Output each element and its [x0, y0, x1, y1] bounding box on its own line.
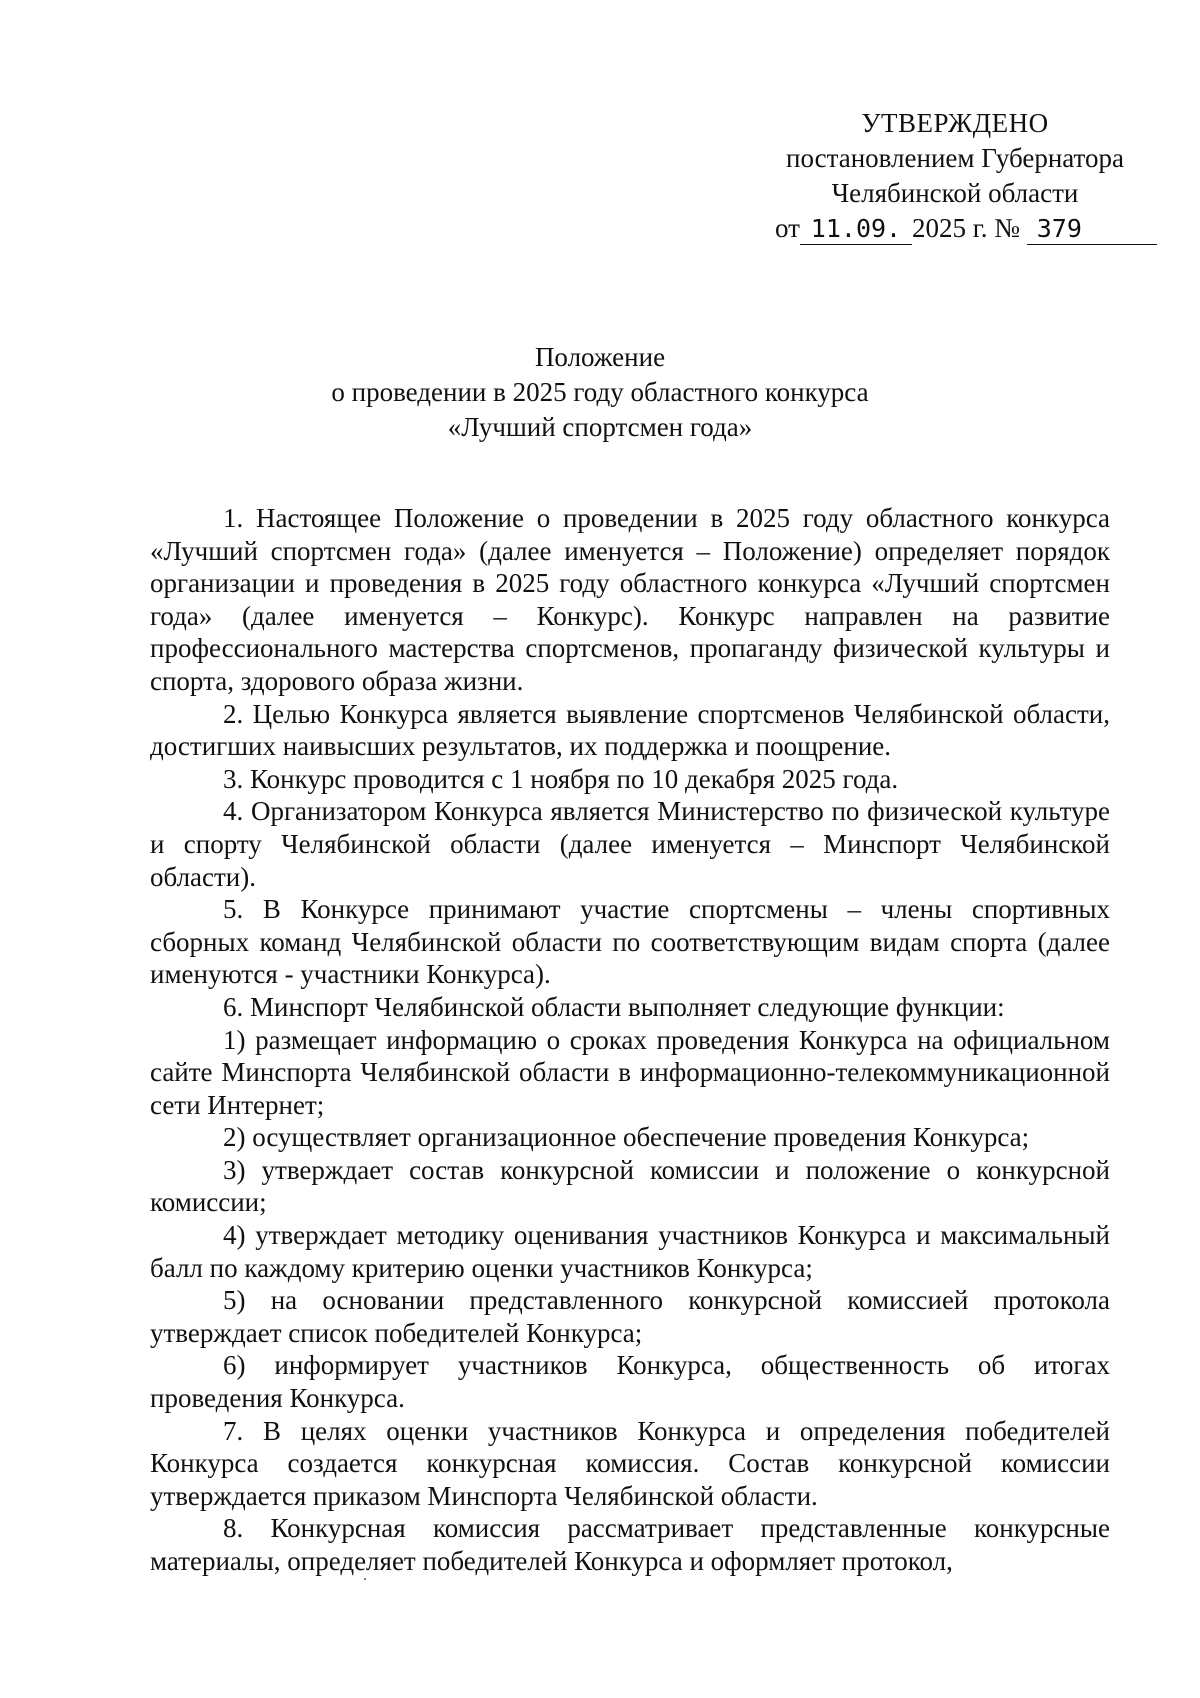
paragraph-1: 1. Настоящее Положение о проведении в 2025 году областного конкурса «Лучший спортсмен года» (далее именуется – Положение) определяет порядок организации и проведения в 2025 году областного конкурса «Лучший спортсмен года» (далее именуется – Конкурс). Конкурс направлен на развитие профессионального мастерства спортсменов, пропаганду физической культуры и спорта, здорового образа жизни. — [150, 503, 1110, 696]
subitem-6-2: 2) осуществляет организационное обеспечение проведения Конкурса; — [223, 1122, 1030, 1153]
document-body — [150, 502, 1110, 1578]
title-line-1: Положение — [534, 342, 666, 372]
subitem-6-3: 3) утверждает состав конкурсной комиссии и положение о конкурсной комиссии; — [150, 1154, 1110, 1218]
title-line-3: «Лучший спортсмен года» — [447, 412, 753, 442]
subitem-6-4: 4) утверждает методику оценивания участников Конкурса и максимальный балл по каждому критерию оценки участников Конкурса; — [150, 1220, 1110, 1283]
approval-heading: УТВЕРЖДЕНО — [861, 108, 1049, 138]
approval-line-2: Челябинской области — [831, 178, 1079, 208]
paragraph-5: 5. В Конкурсе принимают участие спортсмены – члены спортивных сборных команд Челябинской области по соответствующим видам спорта (далее именуются - участники Конкурса). — [150, 894, 1110, 990]
date-prefix: от — [775, 213, 800, 243]
date-value: 11.09. — [800, 214, 912, 245]
subitem-6-1: 1) размещает информацию о сроках проведения Конкурса на официальном сайте Минспорта Челябинской области в информационно-телекоммуникационной сети Интернет; — [150, 1024, 1110, 1120]
subitem-6-5: 5) на основании представленного конкурсной комиссией протокола утверждает список победителей Конкурса; — [150, 1285, 1110, 1348]
title-line-2: о проведении в 2025 году областного конкурса — [331, 377, 869, 407]
document-number: 379 — [1027, 214, 1157, 245]
paragraph-4: 4. Организатором Конкурса является Министерство по физической культуре и спорту Челябинской области (далее именуется – Минспорт Челябинской области). — [150, 796, 1110, 892]
approval-stamp — [765, 106, 1145, 246]
document-title — [0, 340, 1200, 445]
paragraph-3: 3. Конкурс проводится с 1 ноября по 10 декабря 2025 года. — [223, 763, 899, 794]
scan-dot — [364, 1578, 366, 1580]
approval-line-1: постановлением Губернатора — [786, 143, 1124, 173]
paragraph-6: 6. Минспорт Челябинской области выполняет следующие функции: — [223, 991, 1005, 1022]
subitem-6-6: 6) информирует участников Конкурса, общественность об итогах проведения Конкурса. — [150, 1350, 1110, 1414]
paragraph-7: 7. В целях оценки участников Конкурса и определения победителей Конкурса создается конкурсная комиссия. Состав конкурсной комиссии утверждается приказом Минспорта Челябинской области. — [150, 1415, 1110, 1511]
approval-date-line — [765, 211, 1145, 246]
paragraph-2: 2. Целью Конкурса является выявление спортсменов Челябинской области, достигших наивысших результатов, их поддержка и поощрение. — [150, 698, 1110, 762]
year-suffix: 2025 г. № — [911, 213, 1020, 243]
paragraph-8: 8. Конкурсная комиссия рассматривает представленные конкурсные материалы, определяет победителей Конкурса и оформляет протокол, — [150, 1513, 1110, 1576]
